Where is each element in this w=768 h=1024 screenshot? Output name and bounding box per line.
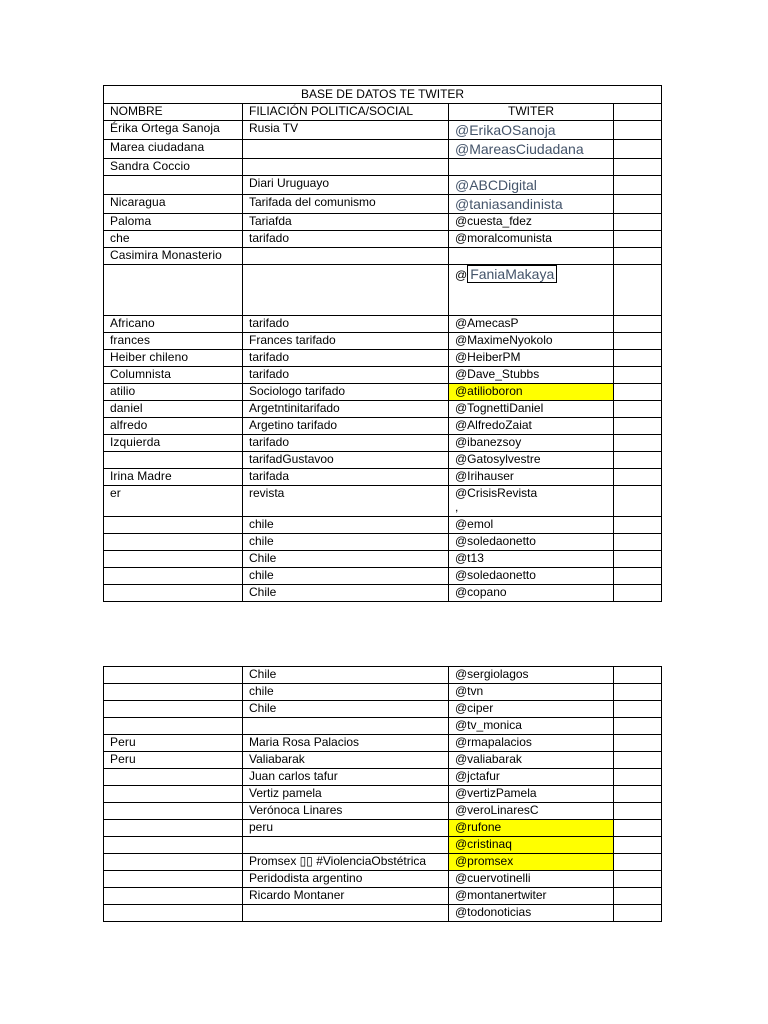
cell-nombre: Peru bbox=[104, 752, 243, 769]
table-row bbox=[104, 486, 662, 517]
table-row bbox=[104, 684, 662, 701]
cell-filiacion: tarifado bbox=[243, 435, 449, 452]
table-row bbox=[104, 837, 662, 854]
cell-nombre: Columnista bbox=[104, 367, 243, 384]
table-row bbox=[104, 786, 662, 803]
cell-nombre: Africano bbox=[104, 316, 243, 333]
cell-twiter[interactable]: @rufone bbox=[449, 820, 614, 837]
cell-extra bbox=[614, 333, 662, 350]
twiter-handle-link[interactable]: FaniaMakaya bbox=[467, 265, 557, 283]
cell-filiacion: Promsex ▯▯ #ViolenciaObstétrica bbox=[243, 854, 449, 871]
table-row bbox=[104, 384, 662, 401]
cell-filiacion: chile bbox=[243, 568, 449, 585]
header-row bbox=[104, 104, 662, 121]
cell-filiacion: Vertiz pamela bbox=[243, 786, 449, 803]
cell-nombre: Irina Madre bbox=[104, 469, 243, 486]
table-row bbox=[104, 820, 662, 837]
cell-extra bbox=[614, 820, 662, 837]
cell-filiacion: Chile bbox=[243, 667, 449, 684]
cell-extra bbox=[614, 384, 662, 401]
cell-filiacion bbox=[243, 905, 449, 922]
cell-extra bbox=[614, 176, 662, 195]
cell-twiter[interactable]: @ciper bbox=[449, 701, 614, 718]
cell-filiacion: tarifado bbox=[243, 367, 449, 384]
cell-twiter[interactable]: @soledaonetto bbox=[449, 568, 614, 585]
twiter-handle-link[interactable]: @MareasCiudadana bbox=[455, 141, 584, 157]
cell-twiter[interactable]: @Gatosylvestre bbox=[449, 452, 614, 469]
cell-extra bbox=[614, 367, 662, 384]
cell-twiter[interactable]: @cuervotinelli bbox=[449, 871, 614, 888]
cell-nombre bbox=[104, 585, 243, 602]
table-row bbox=[104, 159, 662, 176]
table-row bbox=[104, 401, 662, 418]
cell-extra bbox=[614, 316, 662, 333]
cell-filiacion: tarifado bbox=[243, 350, 449, 367]
cell-extra bbox=[614, 568, 662, 585]
cell-extra bbox=[614, 888, 662, 905]
cell-extra bbox=[614, 837, 662, 854]
cell-nombre: Peru bbox=[104, 735, 243, 752]
cell-twiter[interactable]: @moralcomunista bbox=[449, 231, 614, 248]
table-row bbox=[104, 350, 662, 367]
cell-extra bbox=[614, 121, 662, 140]
table-row bbox=[104, 435, 662, 452]
cell-extra bbox=[614, 418, 662, 435]
cell-filiacion bbox=[243, 718, 449, 735]
twitter-database-table bbox=[103, 85, 662, 602]
cell-nombre: che bbox=[104, 231, 243, 248]
cell-extra bbox=[614, 486, 662, 517]
cell-nombre bbox=[104, 769, 243, 786]
table-row bbox=[104, 316, 662, 333]
cell-extra bbox=[614, 667, 662, 684]
cell-extra bbox=[614, 452, 662, 469]
cell-filiacion: Diari Uruguayo bbox=[243, 176, 449, 195]
table-row bbox=[104, 871, 662, 888]
cell-extra bbox=[614, 871, 662, 888]
cell-nombre: Casimira Monasterio bbox=[104, 248, 243, 265]
cell-extra bbox=[614, 248, 662, 265]
cell-extra bbox=[614, 140, 662, 159]
cell-nombre bbox=[104, 905, 243, 922]
cell-twiter[interactable] bbox=[449, 265, 614, 316]
cell-filiacion: revista bbox=[243, 486, 449, 517]
cell-twiter[interactable]: @sergiolagos bbox=[449, 667, 614, 684]
cell-filiacion bbox=[243, 265, 449, 316]
header-filiacion: FILIACIÓN POLITICA/SOCIAL bbox=[243, 104, 449, 121]
table-row bbox=[104, 551, 662, 568]
cell-twiter[interactable]: @promsex bbox=[449, 854, 614, 871]
cell-filiacion: Valiabarak bbox=[243, 752, 449, 769]
cell-extra bbox=[614, 517, 662, 534]
cell-filiacion: Peridodista argentino bbox=[243, 871, 449, 888]
cell-twiter[interactable]: @tv_monica bbox=[449, 718, 614, 735]
table-row bbox=[104, 176, 662, 195]
cell-filiacion: tarifado bbox=[243, 316, 449, 333]
cell-filiacion: Juan carlos tafur bbox=[243, 769, 449, 786]
cell-extra bbox=[614, 231, 662, 248]
twitter-database-table-continued bbox=[103, 666, 662, 922]
cell-filiacion: Tariafda bbox=[243, 214, 449, 231]
cell-filiacion: Maria Rosa Palacios bbox=[243, 735, 449, 752]
cell-twiter[interactable]: @veroLinaresC bbox=[449, 803, 614, 820]
cell-nombre: daniel bbox=[104, 401, 243, 418]
cell-filiacion: chile bbox=[243, 517, 449, 534]
cell-twiter[interactable]: @jctafur bbox=[449, 769, 614, 786]
table-row bbox=[104, 585, 662, 602]
cell-extra bbox=[614, 585, 662, 602]
cell-extra bbox=[614, 265, 662, 316]
cell-twiter[interactable] bbox=[449, 121, 614, 140]
table-row bbox=[104, 568, 662, 585]
cell-extra bbox=[614, 854, 662, 871]
cell-extra bbox=[614, 534, 662, 551]
cell-nombre: Sandra Coccio bbox=[104, 159, 243, 176]
cell-extra bbox=[614, 752, 662, 769]
cell-nombre bbox=[104, 667, 243, 684]
table-row bbox=[104, 854, 662, 871]
cell-nombre: alfredo bbox=[104, 418, 243, 435]
cell-twiter[interactable]: @montanertwiter bbox=[449, 888, 614, 905]
cell-nombre bbox=[104, 820, 243, 837]
cell-extra bbox=[614, 350, 662, 367]
table-row bbox=[104, 803, 662, 820]
cell-extra bbox=[614, 769, 662, 786]
cell-filiacion: Argetino tarifado bbox=[243, 418, 449, 435]
cell-nombre: atilio bbox=[104, 384, 243, 401]
table-row bbox=[104, 769, 662, 786]
cell-twiter[interactable]: @AmecasP bbox=[449, 316, 614, 333]
cell-filiacion: peru bbox=[243, 820, 449, 837]
cell-extra bbox=[614, 195, 662, 214]
cell-filiacion: Frances tarifado bbox=[243, 333, 449, 350]
header-nombre: NOMBRE bbox=[104, 104, 243, 121]
table-row bbox=[104, 905, 662, 922]
table-row bbox=[104, 667, 662, 684]
cell-extra bbox=[614, 469, 662, 486]
cell-twiter[interactable]: @HeiberPM bbox=[449, 350, 614, 367]
cell-nombre bbox=[104, 452, 243, 469]
cell-nombre bbox=[104, 701, 243, 718]
cell-twiter[interactable]: @vertizPamela bbox=[449, 786, 614, 803]
table-title: BASE DE DATOS TE TWITER bbox=[104, 86, 662, 104]
cell-extra bbox=[614, 786, 662, 803]
cell-twiter[interactable]: @atilioboron bbox=[449, 384, 614, 401]
cell-nombre bbox=[104, 265, 243, 316]
table-row bbox=[104, 231, 662, 248]
cell-nombre bbox=[104, 684, 243, 701]
cell-extra bbox=[614, 718, 662, 735]
cell-twiter[interactable]: @copano bbox=[449, 585, 614, 602]
cell-twiter[interactable] bbox=[449, 140, 614, 159]
cell-twiter[interactable]: @valiabarak bbox=[449, 752, 614, 769]
cell-nombre bbox=[104, 888, 243, 905]
cell-twiter[interactable] bbox=[449, 248, 614, 265]
twiter-handle-link[interactable]: @taniasandinista bbox=[455, 196, 563, 212]
cell-extra bbox=[614, 551, 662, 568]
cell-twiter[interactable]: @AlfredoZaiat bbox=[449, 418, 614, 435]
cell-filiacion: Chile bbox=[243, 701, 449, 718]
twiter-handle-continuation: , bbox=[455, 500, 459, 514]
cell-filiacion: Verónoca Linares bbox=[243, 803, 449, 820]
cell-twiter[interactable]: @cuesta_fdez bbox=[449, 214, 614, 231]
table-title-row bbox=[104, 86, 662, 104]
twiter-prefix: @ bbox=[455, 268, 468, 282]
cell-nombre bbox=[104, 551, 243, 568]
cell-filiacion: Chile bbox=[243, 551, 449, 568]
cell-nombre bbox=[104, 871, 243, 888]
cell-filiacion: tarifada bbox=[243, 469, 449, 486]
cell-filiacion bbox=[243, 140, 449, 159]
header-extra bbox=[614, 104, 662, 121]
cell-nombre: Paloma bbox=[104, 214, 243, 231]
cell-nombre: Érika Ortega Sanoja bbox=[104, 121, 243, 140]
table-row bbox=[104, 121, 662, 140]
table-row bbox=[104, 418, 662, 435]
cell-extra bbox=[614, 905, 662, 922]
cell-filiacion: Sociologo tarifado bbox=[243, 384, 449, 401]
table-row bbox=[104, 452, 662, 469]
cell-filiacion: Argetntinitarifado bbox=[243, 401, 449, 418]
table-row bbox=[104, 752, 662, 769]
cell-twiter[interactable]: @ibanezsoy bbox=[449, 435, 614, 452]
table-row bbox=[104, 140, 662, 159]
cell-twiter[interactable] bbox=[449, 195, 614, 214]
table-row bbox=[104, 248, 662, 265]
cell-twiter[interactable]: @cristinaq bbox=[449, 837, 614, 854]
cell-extra bbox=[614, 435, 662, 452]
cell-filiacion: Rusia TV bbox=[243, 121, 449, 140]
cell-twiter[interactable]: @soledaonetto bbox=[449, 534, 614, 551]
cell-extra bbox=[614, 735, 662, 752]
table-row bbox=[104, 701, 662, 718]
cell-nombre bbox=[104, 517, 243, 534]
cell-nombre: er bbox=[104, 486, 243, 517]
cell-twiter[interactable]: @TognettiDaniel bbox=[449, 401, 614, 418]
twiter-handle-link[interactable]: @ErikaOSanoja bbox=[455, 122, 556, 138]
table-row bbox=[104, 888, 662, 905]
cell-twiter[interactable]: @t13 bbox=[449, 551, 614, 568]
cell-nombre bbox=[104, 534, 243, 551]
cell-filiacion: tarifadGustavoo bbox=[243, 452, 449, 469]
cell-filiacion bbox=[243, 159, 449, 176]
cell-filiacion bbox=[243, 248, 449, 265]
cell-filiacion: Tarifada del comunismo bbox=[243, 195, 449, 214]
cell-nombre: Heiber chileno bbox=[104, 350, 243, 367]
cell-extra bbox=[614, 701, 662, 718]
cell-nombre: Izquierda bbox=[104, 435, 243, 452]
cell-twiter[interactable]: @tvn bbox=[449, 684, 614, 701]
cell-twiter[interactable]: @emol bbox=[449, 517, 614, 534]
cell-nombre bbox=[104, 837, 243, 854]
cell-extra bbox=[614, 159, 662, 176]
twiter-handle-link[interactable]: @ABCDigital bbox=[455, 177, 537, 193]
cell-nombre: Marea ciudadana bbox=[104, 140, 243, 159]
cell-twiter[interactable]: @Dave_Stubbs bbox=[449, 367, 614, 384]
cell-nombre: Nicaragua bbox=[104, 195, 243, 214]
cell-filiacion: chile bbox=[243, 684, 449, 701]
cell-twiter[interactable]: @Irihauser bbox=[449, 469, 614, 486]
table-row bbox=[104, 214, 662, 231]
cell-nombre bbox=[104, 718, 243, 735]
cell-twiter[interactable]: @rmapalacios bbox=[449, 735, 614, 752]
cell-twiter[interactable]: @todonoticias bbox=[449, 905, 614, 922]
cell-nombre bbox=[104, 176, 243, 195]
cell-twiter[interactable] bbox=[449, 159, 614, 176]
table-row bbox=[104, 265, 662, 316]
table-row bbox=[104, 333, 662, 350]
twiter-handle[interactable]: @CrisisRevista bbox=[455, 486, 538, 500]
cell-extra bbox=[614, 214, 662, 231]
table-row bbox=[104, 469, 662, 486]
header-twiter: TWITER bbox=[449, 104, 614, 121]
table-row bbox=[104, 534, 662, 551]
cell-nombre bbox=[104, 803, 243, 820]
cell-nombre bbox=[104, 854, 243, 871]
cell-filiacion bbox=[243, 837, 449, 854]
cell-nombre bbox=[104, 568, 243, 585]
cell-twiter[interactable]: @MaximeNyokolo bbox=[449, 333, 614, 350]
cell-extra bbox=[614, 401, 662, 418]
table-row bbox=[104, 718, 662, 735]
table-row bbox=[104, 735, 662, 752]
cell-extra bbox=[614, 803, 662, 820]
table-row bbox=[104, 367, 662, 384]
table-row bbox=[104, 195, 662, 214]
cell-filiacion: tarifado bbox=[243, 231, 449, 248]
cell-twiter[interactable] bbox=[449, 486, 614, 517]
cell-nombre: frances bbox=[104, 333, 243, 350]
cell-extra bbox=[614, 684, 662, 701]
cell-filiacion: Ricardo Montaner bbox=[243, 888, 449, 905]
table-row bbox=[104, 517, 662, 534]
cell-nombre bbox=[104, 786, 243, 803]
cell-filiacion: Chile bbox=[243, 585, 449, 602]
cell-twiter[interactable] bbox=[449, 176, 614, 195]
cell-filiacion: chile bbox=[243, 534, 449, 551]
